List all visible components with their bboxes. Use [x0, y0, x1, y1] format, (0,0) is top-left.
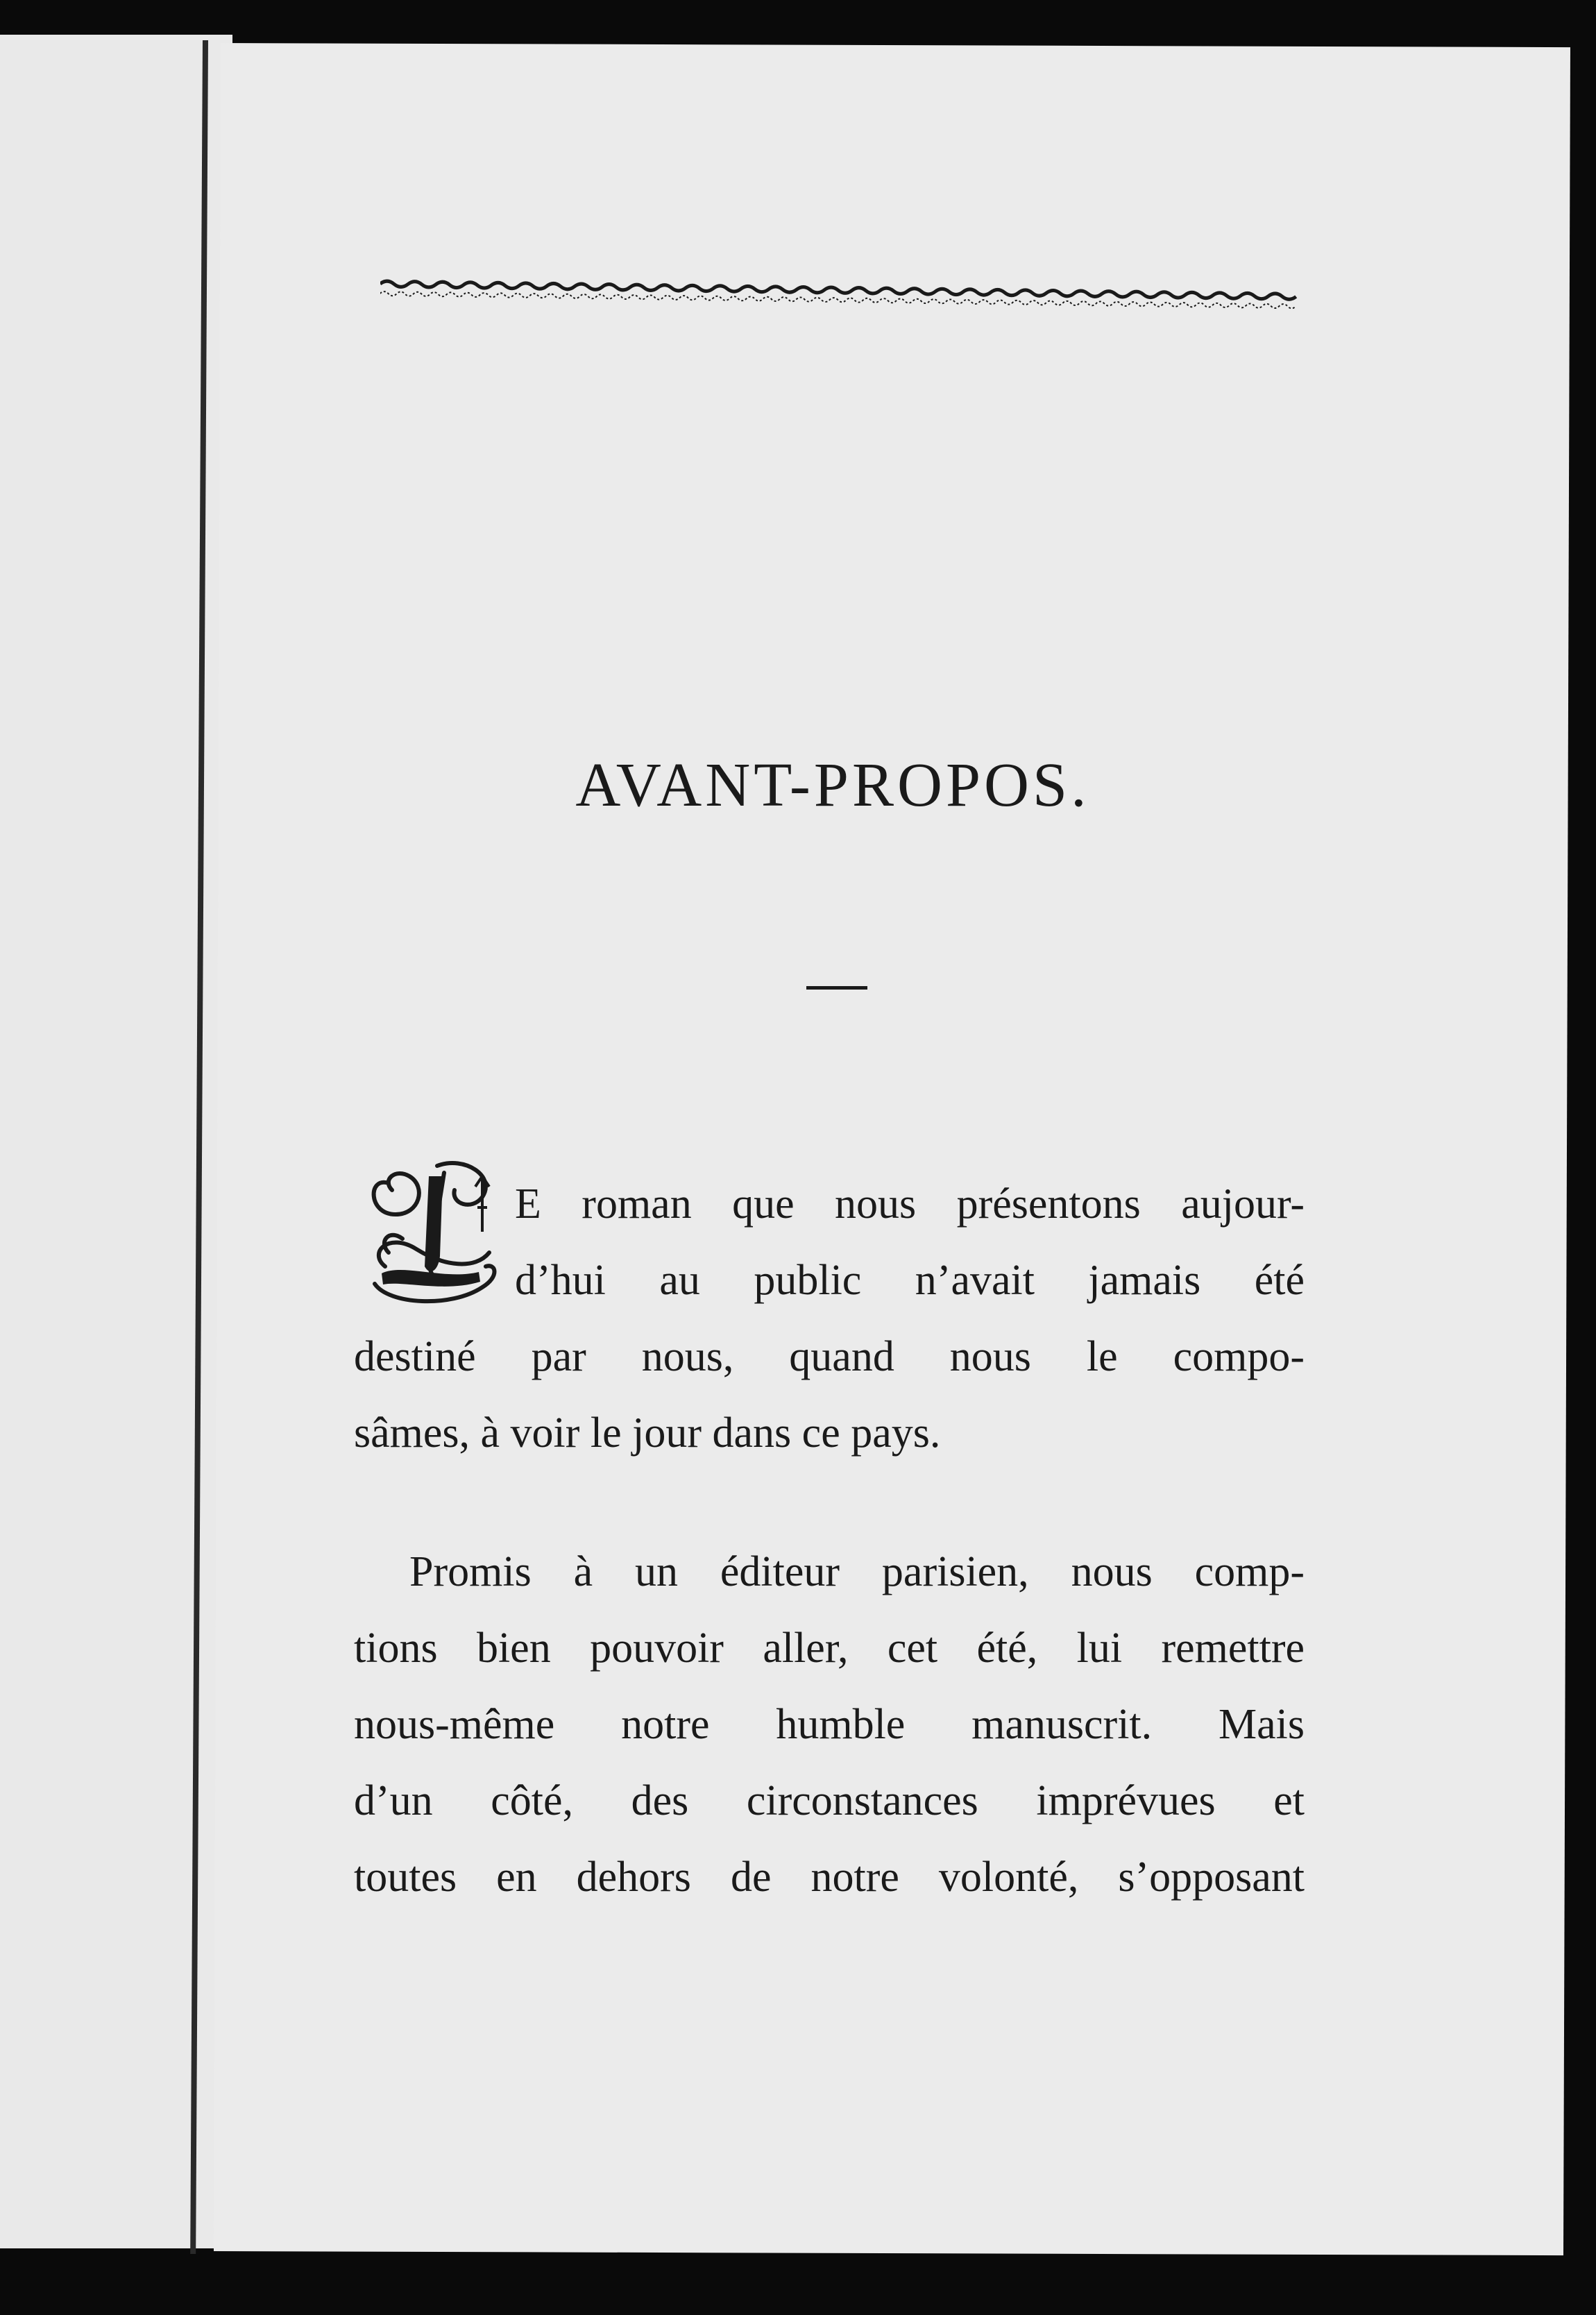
paragraph-2-line: Promis à un éditeur parisien, nous comp-	[409, 1548, 1305, 1595]
paragraph-1-line: d’hui au public n’avait jamais été	[515, 1257, 1305, 1304]
paragraph-1-line: E roman que nous présentons aujour-	[515, 1180, 1305, 1228]
paragraph-2	[354, 1534, 1305, 1915]
paragraph-2-line: toutes en dehors de notre volonté, s’opposant	[354, 1854, 1305, 1901]
title-dash-divider	[806, 986, 867, 990]
paragraph-1-line: sâmes, à voir le jour dans ce pays.	[354, 1409, 941, 1457]
paragraph-1	[354, 1166, 1305, 1471]
ornamental-rule	[380, 274, 1303, 316]
paragraph-2-line: d’un côté, des circonstances imprévues et	[354, 1777, 1305, 1824]
paragraph-1-line: destiné par nous, quand nous le compo-	[354, 1333, 1305, 1380]
paragraph-2-line: tions bien pouvoir aller, cet été, lui remettre	[354, 1625, 1305, 1672]
paragraph-2-line: nous-même notre humble manuscrit. Mais	[354, 1701, 1305, 1748]
page-title: AVANT-PROPOS.	[575, 751, 1090, 820]
